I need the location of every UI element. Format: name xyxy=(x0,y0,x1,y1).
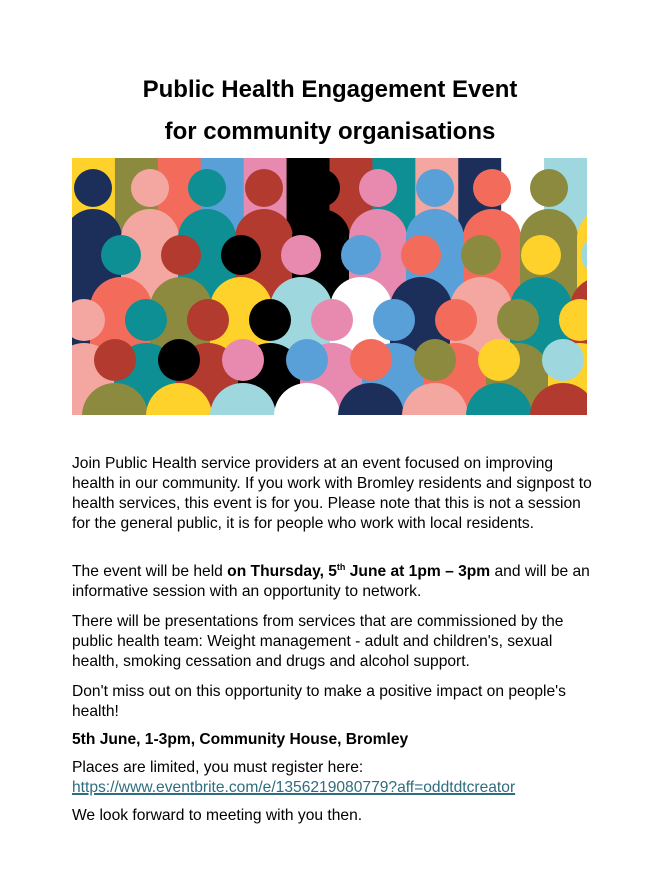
person-head xyxy=(221,235,261,275)
person-head xyxy=(350,339,392,381)
event-date-bold xyxy=(227,563,490,580)
event-title-line-2: for community organisations xyxy=(164,118,496,145)
event-suffix-text: and will be an informative session with an opportunity to network. xyxy=(72,563,590,600)
crowd-banner-image xyxy=(72,158,587,415)
person-head xyxy=(161,235,201,275)
person-head xyxy=(414,339,456,381)
closing-line: We look forward to meeting with you then. xyxy=(72,807,363,824)
person-head xyxy=(94,339,136,381)
person-head xyxy=(530,169,568,207)
person-head xyxy=(158,339,200,381)
person-head xyxy=(188,169,226,207)
registration-paragraph xyxy=(72,758,592,798)
person-head xyxy=(249,299,291,341)
person-head xyxy=(187,299,229,341)
event-time-paragraph xyxy=(72,562,592,602)
person-head xyxy=(416,169,454,207)
presentations-paragraph: There will be presentations from services that are commissioned by the public health team: Weight management - adult and children's, sexual health, smoking cessation and drugs and alcohol support. xyxy=(72,613,564,670)
person-head xyxy=(373,299,415,341)
dont-miss-paragraph: Don't miss out on this opportunity to make a positive impact on people's health! xyxy=(72,683,566,720)
person-head xyxy=(401,235,441,275)
event-summary-line: 5th June, 1-3pm, Community House, Bromley xyxy=(72,731,409,748)
person-head xyxy=(521,235,561,275)
person-head xyxy=(473,169,511,207)
event-time-text: June at 1pm – 3pm xyxy=(345,563,491,580)
person-head xyxy=(359,169,397,207)
person-head xyxy=(245,169,283,207)
person-head xyxy=(311,299,353,341)
person-head xyxy=(302,169,340,207)
intro-paragraph: Join Public Health service providers at an event focused on improving health in our community. If you work with Bromley residents and signpost to health services, this event is for you. Please note that this is not a session for the general public, it is for people who work with local residents. xyxy=(72,455,592,532)
person-head xyxy=(461,235,501,275)
person-head xyxy=(478,339,520,381)
person-head xyxy=(222,339,264,381)
crowd-of-people-illustration xyxy=(72,158,587,415)
person-head xyxy=(286,339,328,381)
person-head xyxy=(125,299,167,341)
person-head xyxy=(497,299,539,341)
event-prefix-text: The event will be held xyxy=(72,563,228,580)
person-head xyxy=(131,169,169,207)
person-head xyxy=(281,235,321,275)
event-date-text: on Thursday, 5 xyxy=(227,563,337,580)
places-limited-text: Places are limited, you must register here: xyxy=(72,759,364,776)
person-head xyxy=(341,235,381,275)
event-title-line-1: Public Health Engagement Event xyxy=(142,76,518,103)
person-head xyxy=(542,339,584,381)
person-head xyxy=(101,235,141,275)
person-head xyxy=(435,299,477,341)
person-head xyxy=(74,169,112,207)
register-link[interactable]: https://www.eventbrite.com/e/1356219080779?aff=oddtdtcreator xyxy=(72,779,516,796)
event-date-ordinal: th xyxy=(336,561,346,572)
